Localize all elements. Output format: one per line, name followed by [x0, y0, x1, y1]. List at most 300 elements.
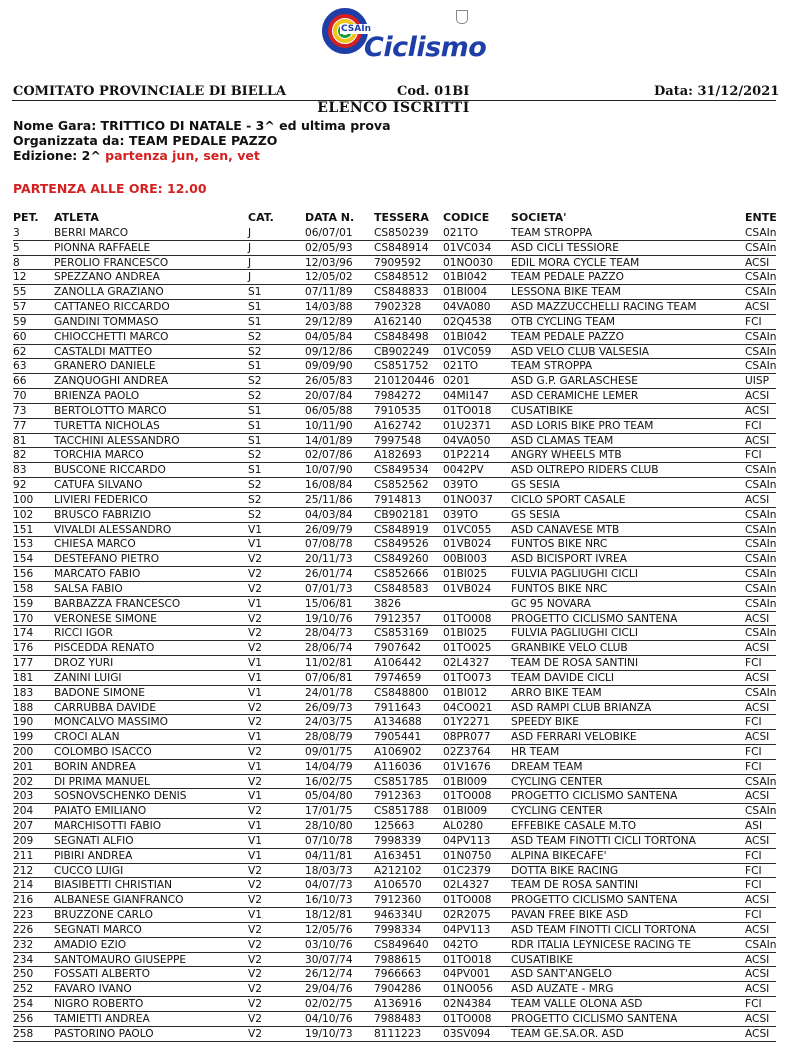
shield-icon	[456, 10, 468, 24]
cell-cat: V1	[248, 834, 262, 847]
cell-codice: 01TO008	[443, 790, 492, 803]
cell-ente: CSAIn	[745, 553, 777, 566]
cell-ente: FCI	[745, 849, 762, 862]
cell-cat: S1	[248, 301, 262, 314]
cell-pet: 214	[13, 879, 34, 892]
cell-atleta: ALBANESE GIANFRANCO	[54, 894, 184, 907]
cell-cat: V2	[248, 805, 262, 818]
cell-societa: FULVIA PAGLIUGHI CICLI	[511, 568, 638, 581]
table-row	[0, 789, 787, 804]
table-row	[0, 730, 787, 745]
cell-codice: 01VC034	[443, 241, 492, 254]
cell-atleta: CHIESA MARCO	[54, 538, 136, 551]
cell-cat: V1	[248, 538, 262, 551]
col-data: DATA N.	[305, 211, 355, 224]
cell-codice: 042TO	[443, 938, 479, 951]
cell-codice: 039TO	[443, 479, 479, 492]
cell-cat: S1	[248, 434, 262, 447]
cell-cat: V2	[248, 716, 262, 729]
document-date: Data: 31/12/2021	[654, 84, 780, 99]
table-row	[0, 493, 787, 508]
table-row	[0, 300, 787, 315]
cell-cat: V1	[248, 597, 262, 610]
cell-data-nascita: 07/08/78	[305, 538, 353, 551]
table-row	[0, 374, 787, 389]
cell-societa: TEAM DAVIDE CICLI	[511, 671, 614, 684]
cell-pet: 100	[13, 493, 34, 506]
cell-pet: 57	[13, 301, 27, 314]
table-row	[0, 478, 787, 493]
table-row	[0, 760, 787, 775]
cell-cat: S2	[248, 493, 262, 506]
cell-cat: V1	[248, 731, 262, 744]
cell-atleta: VERONESE SIMONE	[54, 612, 157, 625]
cell-atleta: COLOMBO ISACCO	[54, 745, 152, 758]
cell-data-nascita: 04/03/84	[305, 508, 353, 521]
cell-data-nascita: 19/10/76	[305, 612, 353, 625]
table-row	[0, 434, 787, 449]
cell-pet: 12	[13, 271, 27, 284]
cell-codice: 01BI042	[443, 271, 488, 284]
cell-codice: 01TO025	[443, 642, 492, 655]
cell-data-nascita: 03/10/76	[305, 938, 353, 951]
cell-cat: S2	[248, 330, 262, 343]
table-row	[0, 745, 787, 760]
start-time: PARTENZA ALLE ORE: 12.00	[13, 181, 207, 196]
cell-pet: 254	[13, 998, 34, 1011]
cell-ente: CSAIn	[745, 627, 777, 640]
cell-societa: TEAM PEDALE PAZZO	[511, 330, 624, 343]
table-row	[0, 967, 787, 982]
cell-pet: 82	[13, 449, 27, 462]
cell-ente: CSAIn	[745, 938, 777, 951]
cell-societa: ASD CLAMAS TEAM	[511, 434, 614, 447]
cell-atleta: ZANQUOGHI ANDREA	[54, 375, 169, 388]
cell-ente: ASI	[745, 820, 763, 833]
cell-societa: FUNTOS BIKE NRC	[511, 538, 608, 551]
cell-codice: 01NO056	[443, 983, 493, 996]
table-row	[0, 330, 787, 345]
col-societa: SOCIETA'	[511, 211, 567, 224]
cell-cat: S2	[248, 449, 262, 462]
cell-codice: 021TO	[443, 227, 479, 239]
table-row	[0, 1012, 787, 1027]
cell-pet: 226	[13, 923, 34, 936]
cell-data-nascita: 20/07/84	[305, 390, 353, 403]
cell-societa: ASD OLTREPO RIDERS CLUB	[511, 464, 659, 477]
cell-atleta: BORIN ANDREA	[54, 760, 136, 773]
cell-codice: 01VB024	[443, 538, 492, 551]
cell-cat: V2	[248, 1012, 262, 1025]
cell-pet: 234	[13, 953, 34, 966]
cell-tessera: CB902249	[374, 345, 430, 358]
cell-data-nascita: 28/06/74	[305, 642, 353, 655]
cell-codice: 01BI012	[443, 686, 488, 699]
cell-data-nascita: 28/08/79	[305, 731, 353, 744]
cell-societa: PROGETTO CICLISMO SANTENA	[511, 1012, 678, 1025]
cell-pet: 190	[13, 716, 34, 729]
cell-cat: V1	[248, 849, 262, 862]
cell-cat: V2	[248, 627, 262, 640]
col-atleta: ATLETA	[54, 211, 99, 224]
cell-data-nascita: 07/01/73	[305, 582, 353, 595]
cell-atleta: GRANERO DANIELE	[54, 360, 156, 373]
cell-codice: 01BI009	[443, 775, 488, 788]
cell-codice: 01NO037	[443, 493, 493, 506]
cell-tessera: 8111223	[374, 1027, 422, 1040]
cell-pet: 258	[13, 1027, 34, 1040]
cell-codice: 01N0750	[443, 849, 492, 862]
cell-pet: 211	[13, 849, 34, 862]
cell-ente: CSAIn	[745, 538, 777, 551]
cell-atleta: CARRUBBA DAVIDE	[54, 701, 157, 714]
cell-atleta: ZANINI LUIGI	[54, 671, 122, 684]
cell-data-nascita: 04/07/73	[305, 879, 353, 892]
cell-tessera: A162140	[374, 315, 422, 328]
cell-data-nascita: 28/04/73	[305, 627, 353, 640]
cell-tessera: 7912357	[374, 612, 422, 625]
cell-ente: CSAIn	[745, 479, 777, 492]
cell-cat: S1	[248, 404, 262, 417]
cell-cat: S1	[248, 464, 262, 477]
cell-tessera: A134688	[374, 716, 422, 729]
cell-cat: S2	[248, 479, 262, 492]
table-row	[0, 641, 787, 656]
cell-atleta: DESTEFANO PIETRO	[54, 553, 160, 566]
cell-atleta: BRUSCO FABRIZIO	[54, 508, 152, 521]
cell-codice: 04MI147	[443, 390, 489, 403]
cell-cat: V2	[248, 612, 262, 625]
cell-atleta: PIONNA RAFFAELE	[54, 241, 151, 254]
cell-societa: GS SESIA	[511, 479, 560, 492]
table-row	[0, 523, 787, 538]
cell-data-nascita: 18/03/73	[305, 864, 353, 877]
table-row	[0, 775, 787, 790]
cell-ente: ACSI	[745, 894, 770, 907]
cell-cat: V1	[248, 686, 262, 699]
cell-data-nascita: 11/02/81	[305, 657, 353, 670]
table-row	[0, 463, 787, 478]
cell-atleta: SOSNOVSCHENKO DENIS	[54, 790, 187, 803]
cell-atleta: NIGRO ROBERTO	[54, 998, 144, 1011]
table-row	[0, 923, 787, 938]
col-tessera: TESSERA	[374, 211, 429, 224]
cell-tessera: CS851752	[374, 360, 429, 373]
cell-tessera: CS848919	[374, 523, 429, 536]
cell-cat: J	[248, 271, 252, 284]
cell-cat: V2	[248, 701, 262, 714]
cell-ente: FCI	[745, 449, 762, 462]
cell-data-nascita: 16/02/75	[305, 775, 353, 788]
cell-atleta: MARCATO FABIO	[54, 568, 141, 581]
cell-pet: 212	[13, 864, 34, 877]
cell-tessera: 7997548	[374, 434, 422, 447]
cell-codice: 04VA080	[443, 301, 491, 314]
cell-tessera: CS851788	[374, 805, 429, 818]
table-row	[0, 419, 787, 434]
cell-atleta: CATTANEO RICCARDO	[54, 301, 170, 314]
table-row	[0, 819, 787, 834]
cell-societa: EFFEBIKE CASALE M.TO	[511, 820, 637, 833]
cell-cat: V1	[248, 909, 262, 922]
cell-ente: FCI	[745, 909, 762, 922]
cell-pet: 158	[13, 582, 34, 595]
cell-ente: CSAIn	[745, 360, 777, 373]
table-row	[0, 567, 787, 582]
cell-cat: V2	[248, 998, 262, 1011]
cell-atleta: BIASIBETTI CHRISTIAN	[54, 879, 173, 892]
cell-codice: 01TO018	[443, 953, 492, 966]
col-ente: ENTE	[745, 211, 777, 224]
cell-atleta: MARCHISOTTI FABIO	[54, 820, 162, 833]
cell-cat: V1	[248, 760, 262, 773]
cell-pet: 59	[13, 315, 27, 328]
cell-societa: FULVIA PAGLIUGHI CICLI	[511, 627, 638, 640]
cell-cat: V2	[248, 582, 262, 595]
cell-atleta: MONCALVO MASSIMO	[54, 716, 168, 729]
cell-atleta: BADONE SIMONE	[54, 686, 145, 699]
entries-table	[0, 226, 787, 1042]
cell-atleta: PIBIRI ANDREA	[54, 849, 133, 862]
cell-tessera: 3826	[374, 597, 401, 610]
cell-tessera: 7974659	[374, 671, 422, 684]
cell-data-nascita: 10/11/90	[305, 419, 353, 432]
cell-tessera: 7910535	[374, 404, 422, 417]
cell-atleta: PASTORINO PAOLO	[54, 1027, 154, 1040]
cell-tessera: 7902328	[374, 301, 422, 314]
table-header	[0, 211, 787, 225]
cell-pet: 252	[13, 983, 34, 996]
cell-societa: ASD RAMPI CLUB BRIANZA	[511, 701, 652, 714]
cell-tessera: 7984272	[374, 390, 422, 403]
cell-ente: ACSI	[745, 390, 770, 403]
cell-societa: PROGETTO CICLISMO SANTENA	[511, 612, 678, 625]
cell-tessera: CS852562	[374, 479, 429, 492]
cell-ente: FCI	[745, 760, 762, 773]
cell-ente: ACSI	[745, 493, 770, 506]
cell-tessera: A106570	[374, 879, 422, 892]
cell-cat: V1	[248, 790, 262, 803]
cell-data-nascita: 07/06/81	[305, 671, 353, 684]
cell-codice: 01TO073	[443, 671, 492, 684]
cell-data-nascita: 05/04/80	[305, 790, 353, 803]
cell-data-nascita: 14/03/88	[305, 301, 353, 314]
cell-societa: TEAM DE ROSA SANTINI	[511, 879, 639, 892]
cell-societa: PAVAN FREE BIKE ASD	[511, 909, 629, 922]
cell-atleta: DROZ YURI	[54, 657, 114, 670]
cell-cat: S2	[248, 375, 262, 388]
cell-cat: S2	[248, 508, 262, 521]
cell-data-nascita: 02/02/75	[305, 998, 353, 1011]
table-row	[0, 953, 787, 968]
cell-cat: V1	[248, 671, 262, 684]
cell-ente: UISP	[745, 375, 769, 388]
cell-codice: 0042PV	[443, 464, 484, 477]
cell-ente: CSAIn	[745, 330, 777, 343]
cell-pet: 83	[13, 464, 27, 477]
cell-codice: 04CO021	[443, 701, 493, 714]
cell-atleta: BARBAZZA FRANCESCO	[54, 597, 181, 610]
cell-ente: FCI	[745, 419, 762, 432]
cell-tessera: 7909592	[374, 256, 422, 269]
cell-pet: 174	[13, 627, 34, 640]
cell-codice: 021TO	[443, 360, 479, 373]
cell-societa: TEAM STROPPA	[511, 360, 593, 373]
cell-tessera: A162742	[374, 419, 422, 432]
cell-ente: CSAIn	[745, 464, 777, 477]
cell-tessera: CS848512	[374, 271, 429, 284]
cell-tessera: CS849260	[374, 553, 429, 566]
logo-badge-text: CSAIn	[341, 24, 371, 34]
cell-codice: 01C2379	[443, 864, 491, 877]
cell-tessera: CS849534	[374, 464, 429, 477]
cell-data-nascita: 09/12/86	[305, 345, 353, 358]
cell-atleta: SANTOMAURO GIUSEPPE	[54, 953, 187, 966]
cell-societa: TEAM VALLE OLONA ASD	[511, 998, 643, 1011]
cell-codice: 04PV001	[443, 968, 491, 981]
cell-tessera: A116036	[374, 760, 422, 773]
cell-pet: 102	[13, 508, 34, 521]
cell-societa: LESSONA BIKE TEAM	[511, 286, 621, 299]
cell-data-nascita: 04/11/81	[305, 849, 353, 862]
cell-atleta: LIVIERI FEDERICO	[54, 493, 148, 506]
cell-atleta: VIVALDI ALESSANDRO	[54, 523, 172, 536]
cell-cat: V2	[248, 642, 262, 655]
cell-cat: V2	[248, 775, 262, 788]
cell-codice: 01VC059	[443, 345, 492, 358]
cell-data-nascita: 30/07/74	[305, 953, 353, 966]
cell-atleta: TAMIETTI ANDREA	[54, 1012, 150, 1025]
cell-cat: S1	[248, 286, 262, 299]
cell-societa: SPEEDY BIKE	[511, 716, 579, 729]
table-row	[0, 508, 787, 523]
cell-ente: CSAIn	[745, 508, 777, 521]
table-row	[0, 626, 787, 641]
cell-ente: FCI	[745, 657, 762, 670]
cell-pet: 55	[13, 286, 27, 299]
cell-atleta: BERTOLOTTO MARCO	[54, 404, 167, 417]
cell-societa: ASD G.P. GARLASCHESE	[511, 375, 638, 388]
cell-codice: 01TO008	[443, 612, 492, 625]
cell-pet: 73	[13, 404, 27, 417]
cell-ente: ACSI	[745, 301, 770, 314]
cell-data-nascita: 26/12/74	[305, 968, 353, 981]
cell-codice: 04PV113	[443, 923, 491, 936]
cell-tessera: 7912363	[374, 790, 422, 803]
cell-ente: CSAIn	[745, 597, 777, 610]
cell-data-nascita: 06/07/01	[305, 227, 353, 239]
cell-data-nascita: 07/10/78	[305, 834, 353, 847]
cell-ente: ACSI	[745, 671, 770, 684]
cell-data-nascita: 15/06/81	[305, 597, 353, 610]
cell-atleta: PISCEDDA RENATO	[54, 642, 155, 655]
cell-pet: 181	[13, 671, 34, 684]
cell-pet: 70	[13, 390, 27, 403]
cell-societa: PROGETTO CICLISMO SANTENA	[511, 790, 678, 803]
cell-societa: ASD VELO CLUB VALSESIA	[511, 345, 650, 358]
cell-pet: 177	[13, 657, 34, 670]
table-row	[0, 448, 787, 463]
cell-tessera: 7988483	[374, 1012, 422, 1025]
cell-atleta: BRUZZONE CARLO	[54, 909, 153, 922]
cell-ente: ACSI	[745, 790, 770, 803]
cell-societa: GS SESIA	[511, 508, 560, 521]
table-row	[0, 345, 787, 360]
cell-codice: 01Y2271	[443, 716, 490, 729]
cell-data-nascita: 14/01/89	[305, 434, 353, 447]
cell-tessera: CS848583	[374, 582, 429, 595]
cell-cat: V2	[248, 745, 262, 758]
cell-societa: ASD TEAM FINOTTI CICLI TORTONA	[511, 923, 696, 936]
cell-codice: 01BI025	[443, 568, 488, 581]
cell-cat: V2	[248, 894, 262, 907]
race-name: Nome Gara: TRITTICO DI NATALE - 3^ ed ultima prova	[13, 118, 391, 133]
cell-societa: ASD TEAM FINOTTI CICLI TORTONA	[511, 834, 696, 847]
cell-pet: 199	[13, 731, 34, 744]
cell-data-nascita: 12/03/96	[305, 256, 353, 269]
cell-codice: 01NO030	[443, 256, 493, 269]
cell-codice: 04VA050	[443, 434, 491, 447]
cell-tessera: CS848800	[374, 686, 429, 699]
cell-data-nascita: 19/10/73	[305, 1027, 353, 1040]
cell-atleta: BUSCONE RICCARDO	[54, 464, 166, 477]
table-row	[0, 597, 787, 612]
cell-ente: CSAIn	[745, 568, 777, 581]
cell-codice: 02Z3764	[443, 745, 491, 758]
logo-wordmark: Ciclismo	[364, 32, 487, 63]
cell-atleta: TURETTA NICHOLAS	[54, 419, 160, 432]
cell-ente: FCI	[745, 716, 762, 729]
cell-pet: 66	[13, 375, 27, 388]
table-row	[0, 878, 787, 893]
cell-tessera: CS853169	[374, 627, 429, 640]
cell-data-nascita: 09/01/75	[305, 745, 353, 758]
edition-label: Edizione: 2^	[13, 148, 106, 163]
cell-pet: 153	[13, 538, 34, 551]
cell-societa: ASD AUZATE - MRG	[511, 983, 614, 996]
cell-cat: V2	[248, 968, 262, 981]
cell-codice: 01V1676	[443, 760, 491, 773]
table-row	[0, 671, 787, 686]
cell-societa: TEAM GE.SA.OR. ASD	[511, 1027, 624, 1040]
cell-data-nascita: 04/05/84	[305, 330, 353, 343]
cell-tessera: CB902181	[374, 508, 430, 521]
cell-ente: FCI	[745, 998, 762, 1011]
cell-atleta: SALSA FABIO	[54, 582, 123, 595]
cell-codice: 01TO008	[443, 894, 492, 907]
cell-cat: V2	[248, 938, 262, 951]
cell-pet: 170	[13, 612, 34, 625]
race-organizer: Organizzata da: TEAM PEDALE PAZZO	[13, 133, 278, 148]
table-row	[0, 701, 787, 716]
cell-cat: S2	[248, 345, 262, 358]
cell-societa: PROGETTO CICLISMO SANTENA	[511, 894, 678, 907]
table-row	[0, 715, 787, 730]
cell-tessera: CS851785	[374, 775, 429, 788]
cell-societa: DREAM TEAM	[511, 760, 583, 773]
cell-ente: CSAIn	[745, 805, 777, 818]
table-row	[0, 270, 787, 285]
cell-pet: 176	[13, 642, 34, 655]
cell-pet: 81	[13, 434, 27, 447]
table-row	[0, 656, 787, 671]
cell-tessera: 7912360	[374, 894, 422, 907]
cell-codice: 02Q4538	[443, 315, 492, 328]
cell-ente: CSAIn	[745, 241, 777, 254]
cell-pet: 60	[13, 330, 27, 343]
cell-tessera: 7905441	[374, 731, 422, 744]
cell-tessera: CS849640	[374, 938, 429, 951]
